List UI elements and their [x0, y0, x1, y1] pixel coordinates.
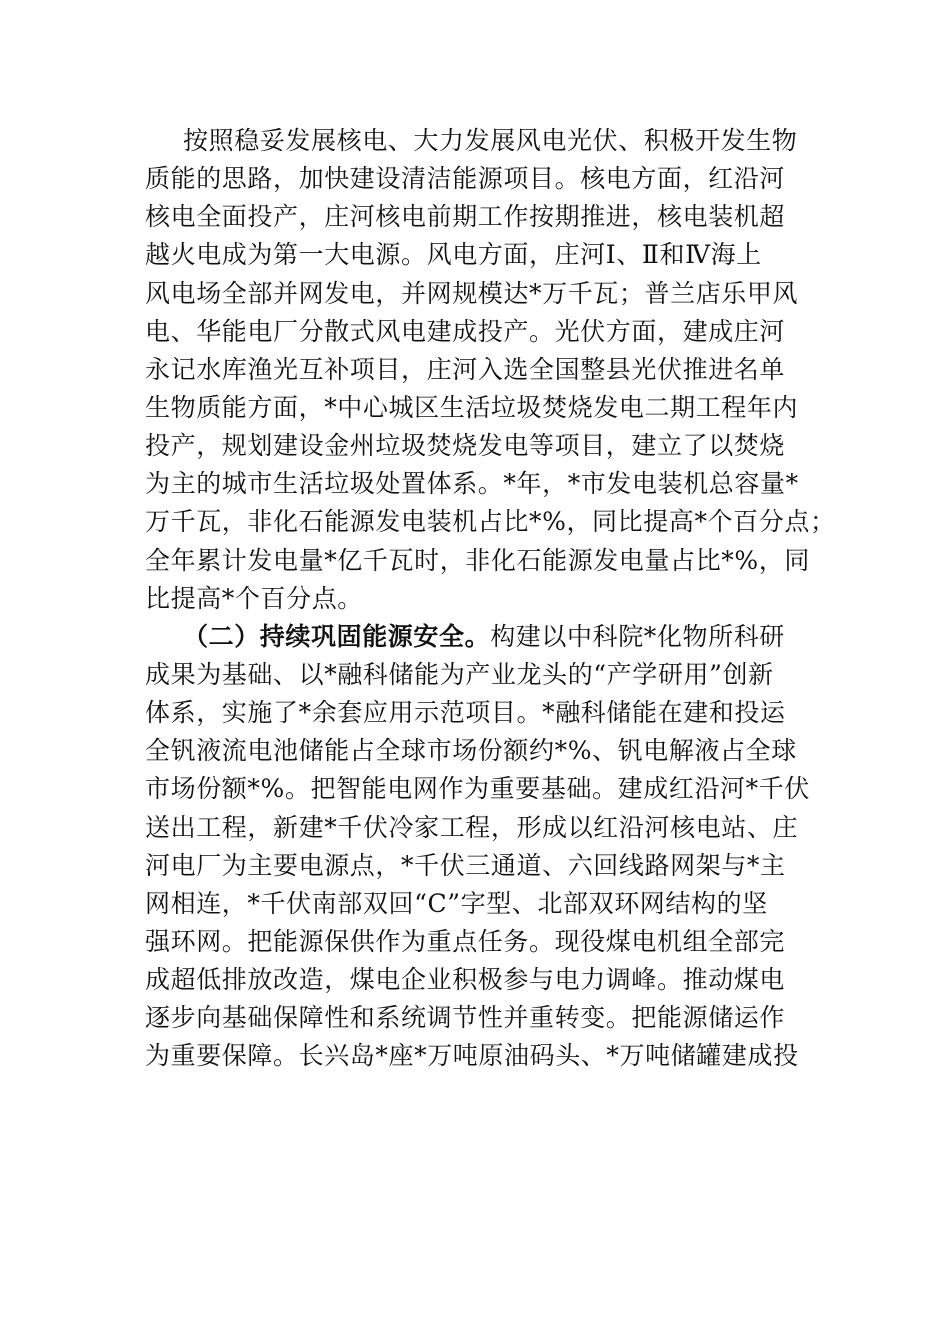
text-line: 成超低排放改造，煤电企业积极参与电力调峰。推动煤电	[145, 965, 786, 995]
text-line: 质能的思路，加快建设清洁能源项目。核电方面，红沿河	[145, 164, 786, 194]
text-line: 全年累计发电量*亿千瓦时，非化石能源发电量占比*%，同	[145, 545, 810, 575]
text-line: 网相连，*千伏南部双回“C”字型、北部双环网结构的坚	[145, 888, 768, 918]
text-line: 体系，实施了*余套应用示范项目。*融科储能在建和投运	[145, 698, 786, 728]
section-heading: （二）持续巩固能源安全。	[183, 621, 491, 651]
text-line: 风电场全部并网发电，并网规模达*万千瓦；普兰店乐甲风	[145, 278, 799, 308]
text-line: 强环网。把能源保供作为重点任务。现役煤电机组全部完	[145, 926, 786, 956]
text-line: 电、华能电厂分散式风电建成投产。光伏方面，建成庄河	[145, 316, 786, 346]
text-line: 万千瓦，非化石能源发电装机占比*%，同比提高*个百分点；	[145, 507, 836, 537]
text-line: 越火电成为第一大电源。风电方面，庄河Ⅰ、Ⅱ和Ⅳ海上	[145, 240, 762, 270]
text-line: 为重要保障。长兴岛*座*万吨原油码头、*万吨储罐建成投	[145, 1041, 799, 1071]
text-line: 比提高*个百分点。	[145, 583, 363, 613]
paragraph-energy-security	[145, 618, 810, 1076]
text-line: 生物质能方面，*中心城区生活垃圾焚烧发电二期工程年内	[145, 392, 799, 422]
paragraph-clean-energy	[145, 122, 836, 618]
text-line: 成果为基础、以*融科储能为产业龙头的“产学研用”创新	[145, 659, 774, 689]
text-line: 核电全面投产，庄河核电前期工作按期推进，核电装机超	[145, 202, 786, 232]
text-line: 永记水库渔光互补项目，庄河入选全国整县光伏推进名单	[145, 354, 786, 384]
text-line: 逐步向基础保障性和系统调节性并重转变。把能源储运作	[145, 1003, 786, 1033]
text-line: 全钒液流电池储能占全球市场份额约*%、钒电解液占全球	[145, 736, 797, 766]
text-line: 市场份额*%。把智能电网作为重要基础。建成红沿河*千伏	[145, 774, 810, 804]
text-line: 投产，规划建设金州垃圾焚烧发电等项目，建立了以焚烧	[145, 431, 786, 461]
text-line-with-heading	[145, 618, 807, 656]
text-line: 按照稳妥发展核电、大力发展风电光伏、积极开发生物	[183, 126, 798, 155]
text-line: 送出工程，新建*千伏冷家工程，形成以红沿河核电站、庄	[145, 812, 799, 842]
document-body	[145, 122, 836, 1076]
text-line: 为主的城市生活垃圾处置体系。*年，*市发电装机总容量*	[145, 469, 799, 499]
text-line: 河电厂为主要电源点，*千伏三通道、六回线路网架与*主	[145, 850, 786, 880]
text-fragment: 构建以中科院*化物所科研	[490, 621, 785, 651]
